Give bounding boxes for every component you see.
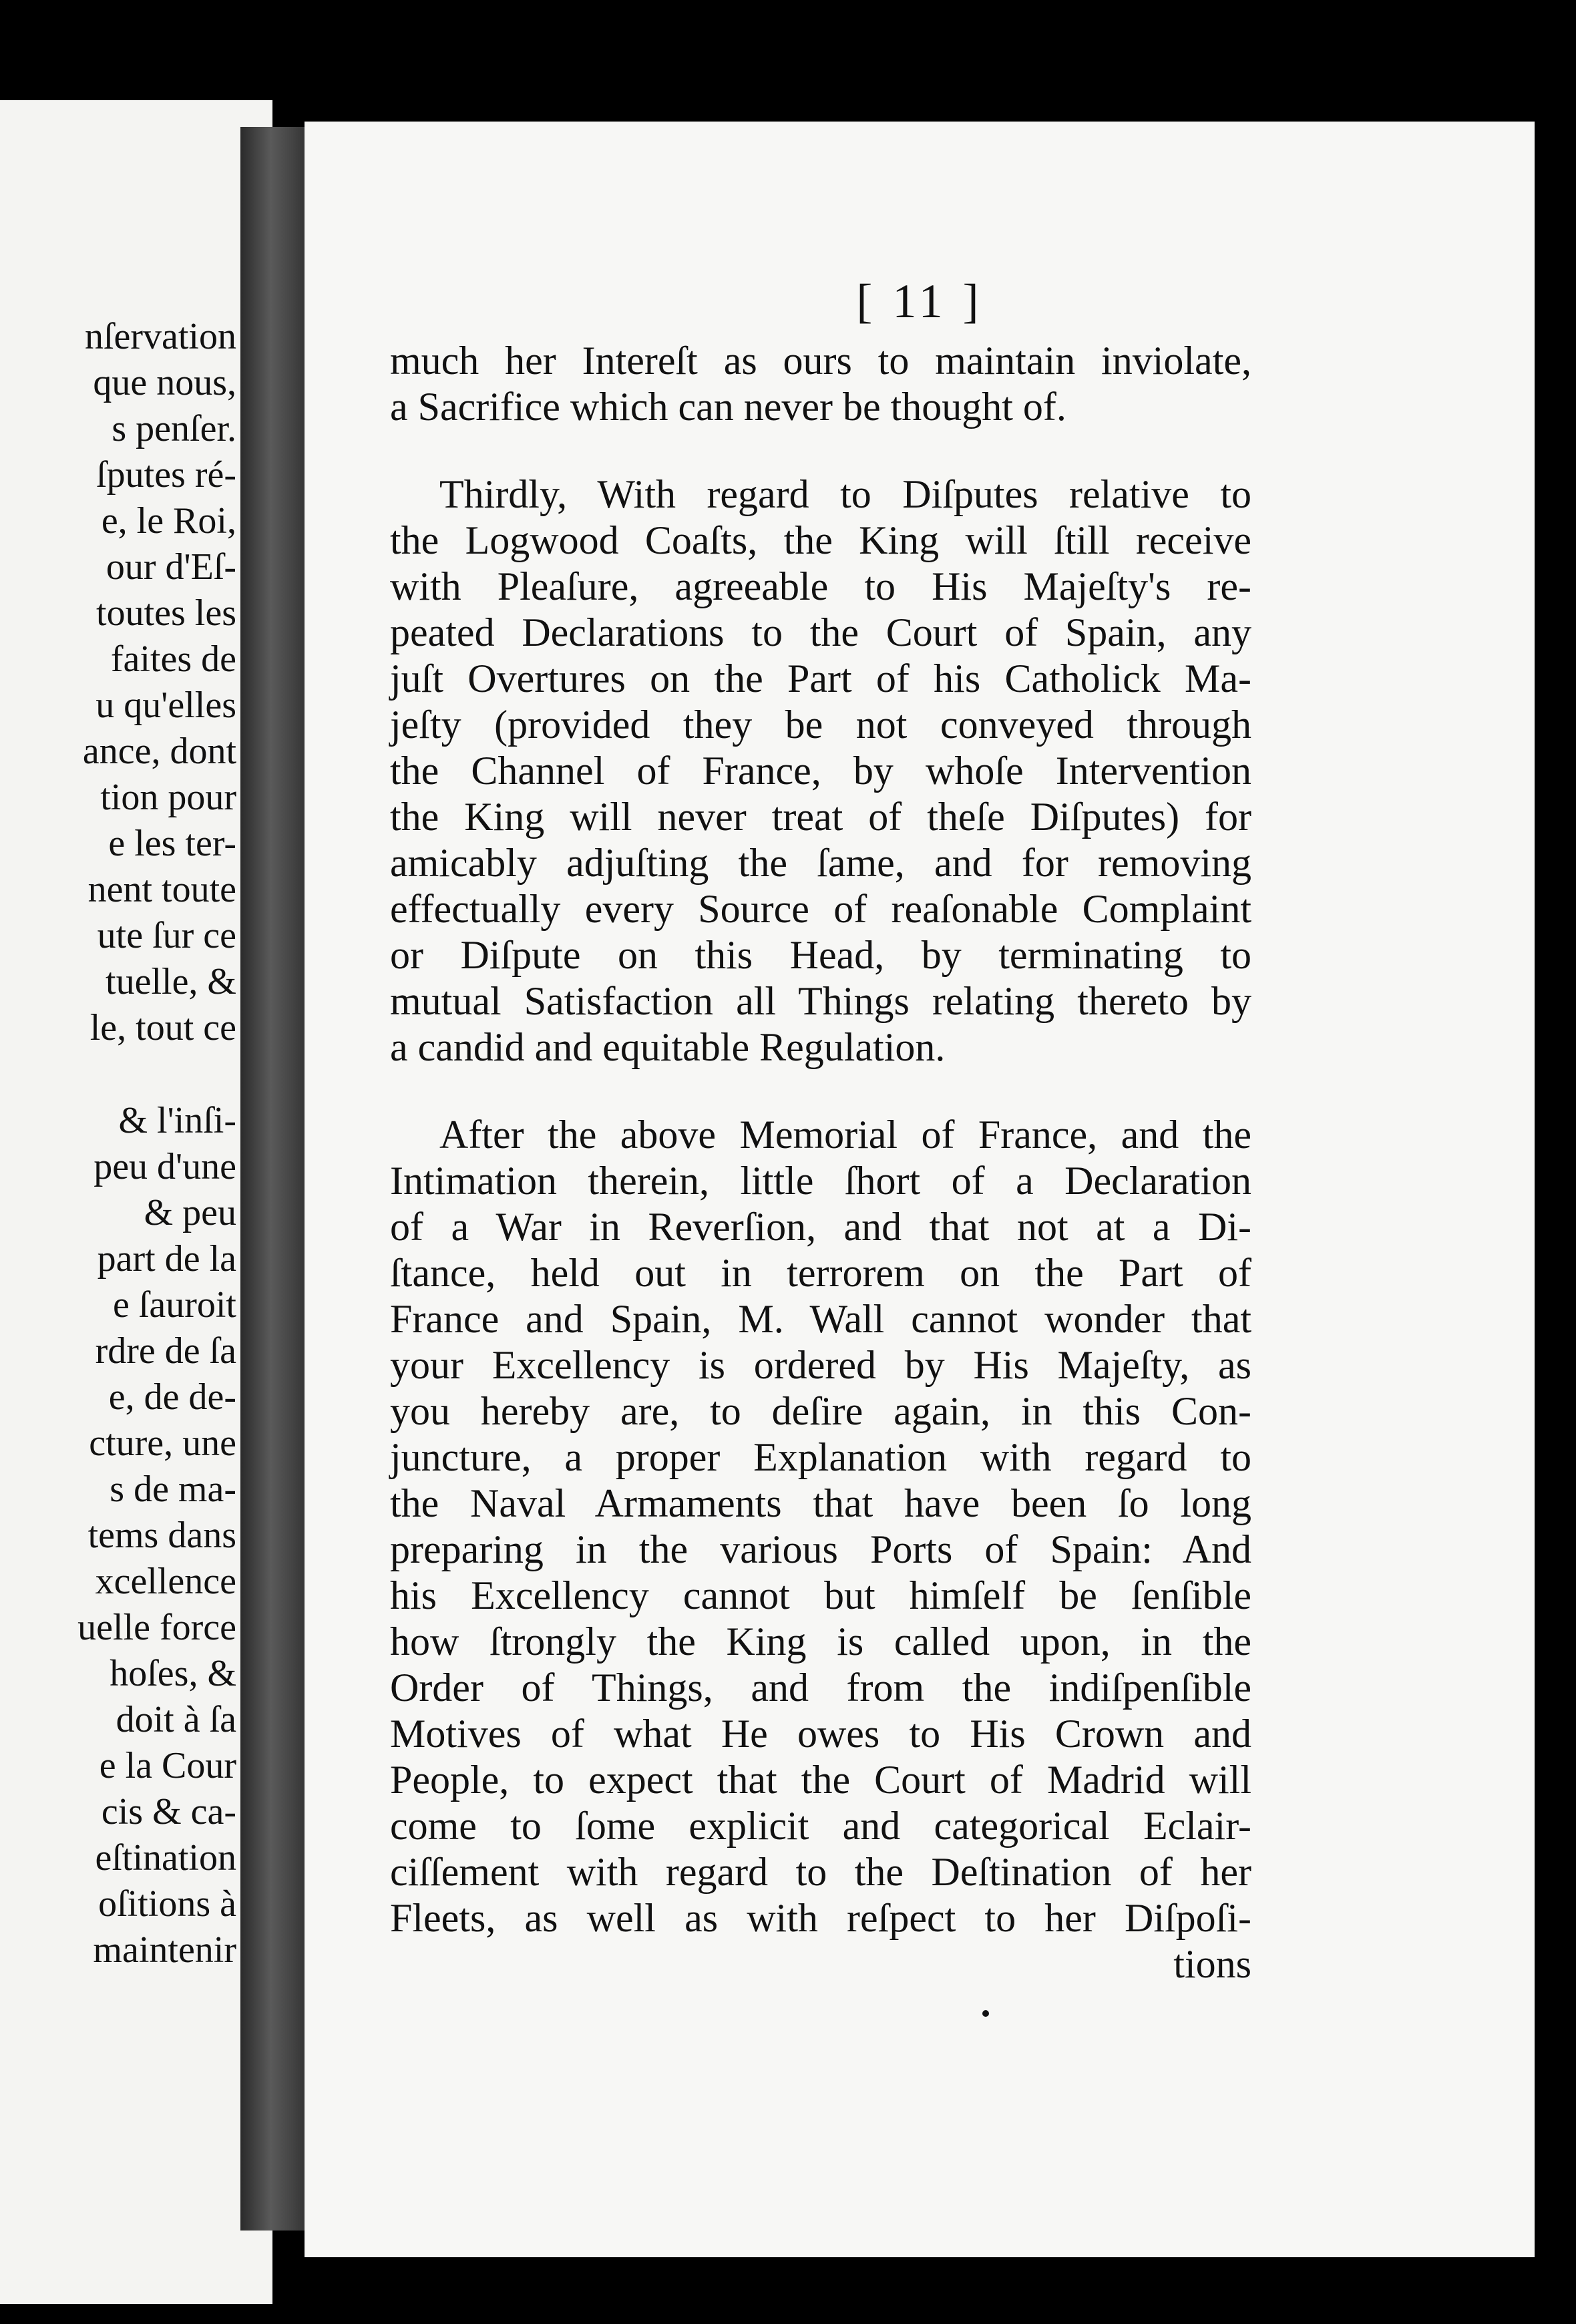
text-line: juncture, a proper Explanation with regard to [390, 1435, 1251, 1479]
catchword: tions [1173, 1942, 1251, 1986]
text-line: the Naval Armaments that have been ſo long [390, 1481, 1251, 1525]
facing-page-text [77, 314, 236, 1973]
text-line: of a War in Reverſion, and that not at a Di- [390, 1205, 1251, 1249]
text-line: ance, dont [82, 731, 236, 772]
text-line: & l'inſi- [118, 1100, 236, 1141]
text-line: maintenir [93, 1929, 236, 1971]
text-line: People, to expect that the Court of Madrid will [390, 1758, 1251, 1802]
text-line: you hereby are, to deſire again, in this Con- [390, 1389, 1251, 1433]
text-line: After the above Memorial of France, and the [439, 1113, 1251, 1157]
text-line: cture, une [89, 1422, 236, 1464]
text-line: Thirdly, With regard to Diſputes relative to [439, 472, 1251, 516]
text-line: preparing in the various Ports of Spain: And [390, 1527, 1251, 1571]
text-line: a Sacrifice which can never be thought of. [390, 385, 1066, 429]
text-line: oſitions à [98, 1883, 236, 1925]
text-line: mutual Satisfaction all Things relating thereto by [390, 979, 1251, 1023]
text-line: much her Intereſt as ours to maintain inviolate, [390, 339, 1251, 383]
text-line: u qu'elles [95, 685, 236, 726]
text-line: ute ſur ce [97, 915, 236, 956]
text-line: doit à ſa [116, 1699, 236, 1740]
text-line: ſtance, held out in terrorem on the Part of [390, 1251, 1251, 1295]
text-line: come to ſome explicit and categorical Eclair- [390, 1804, 1251, 1848]
text-line: xcellence [95, 1561, 236, 1602]
text-line: ciſſement with regard to the Deſtination of her [390, 1850, 1251, 1894]
text-line: jeſty (provided they be not conveyed through [390, 703, 1251, 747]
text-line: uelle force [77, 1607, 236, 1648]
text-line: e, le Roi, [101, 500, 236, 542]
text-line: your Excellency is ordered by His Majeſty, as [390, 1343, 1251, 1387]
text-line: cis & ca- [101, 1791, 236, 1832]
text-line: the King will never treat of theſe Diſputes) for [390, 795, 1251, 839]
text-line: hoſes, & [110, 1653, 236, 1694]
text-line: our d'Eſ- [106, 546, 236, 588]
text-line: Fleets, as well as with reſpect to her Diſpoſi- [390, 1896, 1251, 1940]
ink-dot [982, 2010, 989, 2017]
text-line: nſervation [84, 316, 236, 357]
text-line: nent toute [87, 869, 236, 910]
text-line: amicably adjuſting the ſame, and for removing [390, 841, 1251, 885]
text-line: peated Declarations to the Court of Spain, any [390, 610, 1251, 654]
text-line: le, tout ce [89, 1007, 236, 1048]
text-line: s de ma- [110, 1469, 236, 1510]
text-line: rdre de ſa [95, 1330, 236, 1372]
text-line: faites de [110, 638, 236, 680]
text-line: tion pour [100, 777, 236, 818]
text-line: que nous, [93, 362, 236, 403]
facing-page [0, 100, 272, 2304]
main-page [305, 122, 1535, 2257]
text-line: the Channel of France, by whoſe Intervention [390, 749, 1251, 793]
text-line: tuelle, & [106, 961, 236, 1002]
text-line: Order of Things, and from the indiſpenſible [390, 1666, 1251, 1710]
text-line: eſtination [95, 1837, 236, 1879]
text-line: e ſauroit [112, 1284, 236, 1326]
text-line: toutes les [96, 592, 236, 634]
text-line: France and Spain, M. Wall cannot wonder that [390, 1297, 1251, 1341]
text-line: with Pleaſure, agreeable to His Majeſty's re- [390, 564, 1251, 608]
text-line: e, de de- [108, 1376, 236, 1418]
text-line: part de la [97, 1238, 236, 1280]
text-line: s penſer. [112, 408, 236, 449]
text-line: the Logwood Coaſts, the King will ſtill receive [390, 518, 1251, 562]
text-line: effectually every Source of reaſonable Complaint [390, 887, 1251, 931]
text-line: or Diſpute on this Head, by terminating to [390, 933, 1251, 977]
body-text [390, 338, 1251, 1987]
text-line: Intimation therein, little ſhort of a Declaration [390, 1159, 1251, 1203]
text-line: Motives of what He owes to His Crown and [390, 1712, 1251, 1756]
text-line: tems dans [87, 1515, 236, 1556]
text-line: a candid and equitable Regulation. [390, 1025, 946, 1069]
text-line: his Excellency cannot but himſelf be ſenſible [390, 1573, 1251, 1617]
text-line: juſt Overtures on the Part of his Catholick Ma- [390, 656, 1251, 701]
text-line: peu d'une [93, 1146, 236, 1187]
text-line: & peu [144, 1192, 236, 1233]
page-number: [ 11 ] [856, 274, 983, 328]
text-line: ſputes ré- [96, 454, 236, 496]
text-line: e la Cour [99, 1745, 236, 1786]
text-line: e les ter- [108, 823, 236, 864]
text-line: how ſtrongly the King is called upon, in the [390, 1619, 1251, 1664]
